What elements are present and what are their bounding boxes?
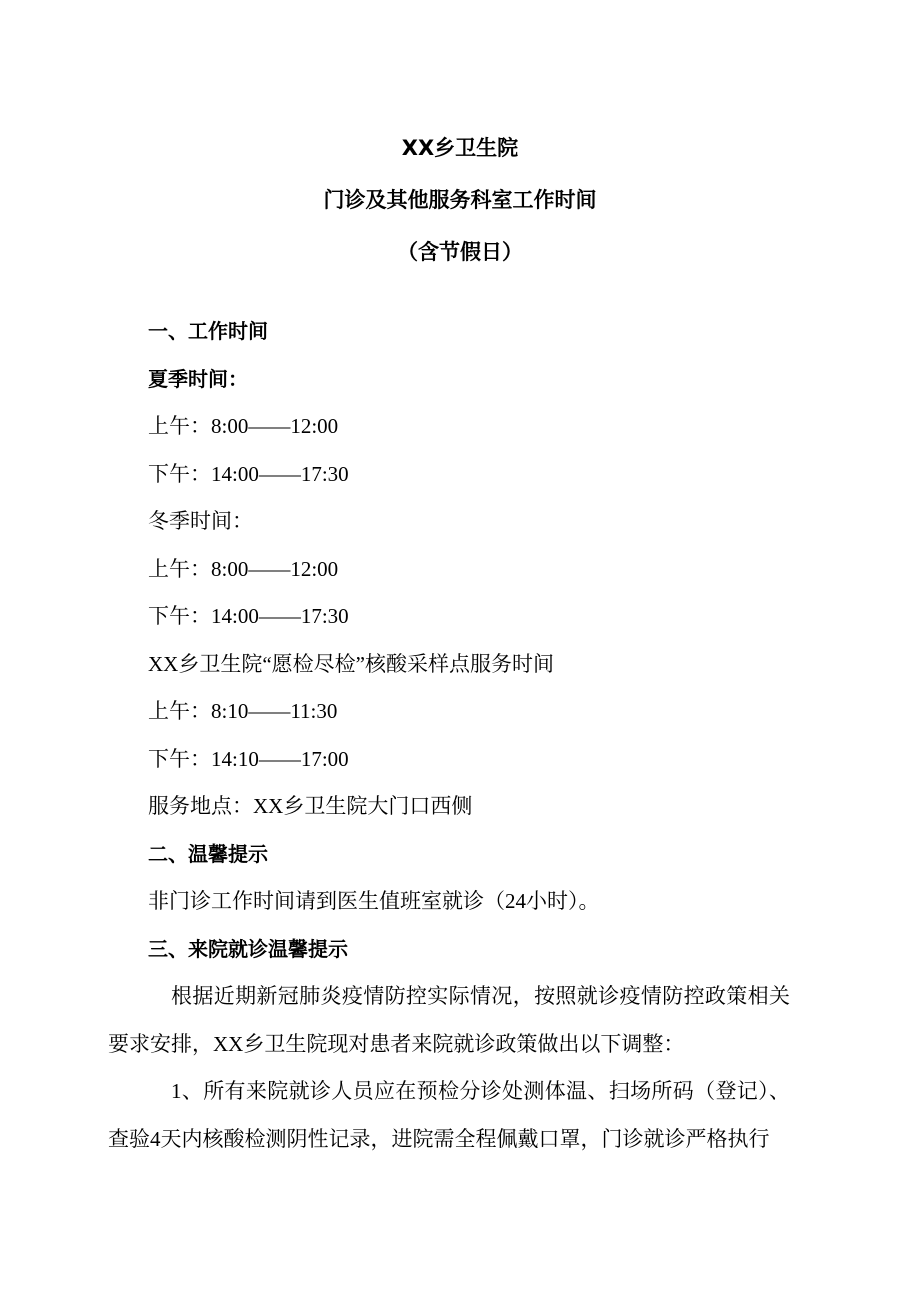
document-title xyxy=(0,122,920,278)
summer-afternoon-hours: 下午：14:00——17:30 xyxy=(148,461,349,486)
visit-rule-1-paragraph: 1、所有来院就诊人员应在预检分诊处测体温、扫场所码（登记）、查验4天内核酸检测阴性记录，进院需全程佩戴口罩，门诊就诊严格执行 xyxy=(108,1079,790,1151)
winter-morning-hours: 上午：8:00——12:00 xyxy=(148,556,339,581)
summer-hours-label: 夏季时间： xyxy=(148,366,248,391)
title-subject: 门诊及其他服务科室工作时间 xyxy=(323,188,597,212)
summer-morning-hours: 上午：8:00——12:00 xyxy=(148,414,339,438)
nat-service-location: 服务地点：XX乡卫生院大门口西侧 xyxy=(148,794,473,818)
nat-morning-hours: 上午：8:10——11:30 xyxy=(148,699,338,723)
winter-hours-label: 冬季时间： xyxy=(148,509,253,533)
visit-policy-paragraph: 根据近期新冠肺炎疫情防控实际情况，按照就诊疫情防控政策相关要求安排，XX乡卫生院现对患者来院就诊政策做出以下调整： xyxy=(108,984,790,1056)
section-heading-reminder: 二、温馨提示 xyxy=(148,841,268,866)
reminder-text: 非门诊工作时间请到医生值班室就诊（24小时）。 xyxy=(148,889,600,913)
section-heading-work-hours: 一、工作时间 xyxy=(148,319,268,343)
title-note: （含节假日） xyxy=(397,240,523,264)
nat-sampling-hours-label: XX乡卫生院“愿检尽检”核酸采样点服务时间 xyxy=(148,651,554,676)
section-heading-visit-reminder: 三、来院就诊温馨提示 xyxy=(148,936,348,961)
title-hospital-name: XX乡卫生院 xyxy=(401,136,519,160)
winter-afternoon-hours: 下午：14:00——17:30 xyxy=(148,604,349,628)
document-body xyxy=(108,308,828,1163)
nat-afternoon-hours: 下午：14:10——17:00 xyxy=(148,746,349,771)
